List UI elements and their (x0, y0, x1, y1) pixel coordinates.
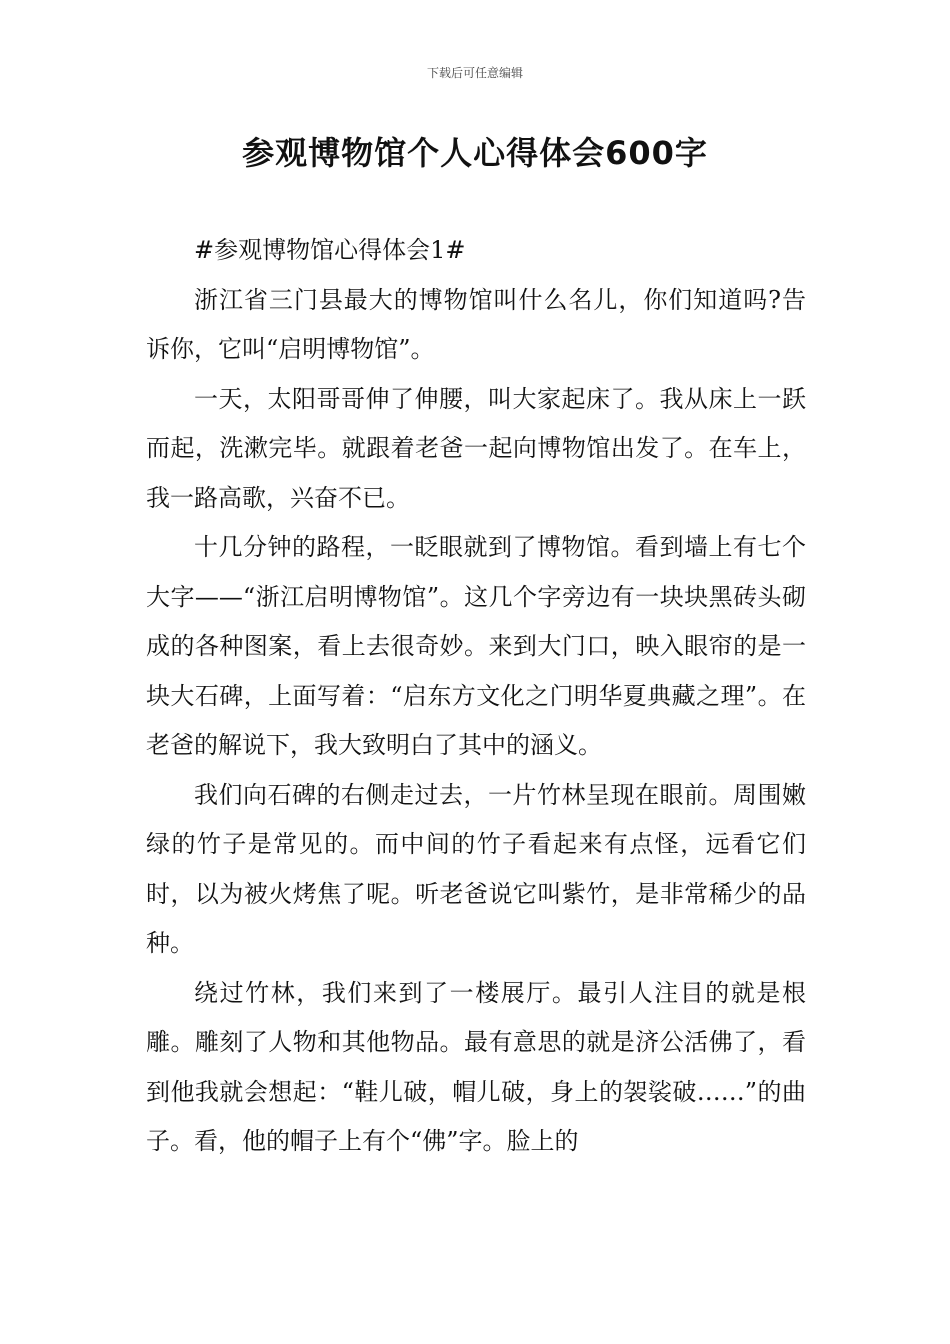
document-body (146, 226, 806, 1167)
body-paragraph-3: 十几分钟的路程，一眨眼就到了博物馆。看到墙上有七个大字——“浙江启明博物馆”。这几个字旁边有一块块黑砖头砌成的各种图案，看上去很奇妙。来到大门口，映入眼帘的是一块大石碑，上面写着：“启东方文化之门明华夏典藏之理”。在老爸的解说下，我大致明白了其中的涵义。 (146, 533, 806, 759)
body-paragraph-2: 一天，太阳哥哥伸了伸腰，叫大家起床了。我从床上一跃而起，洗漱完毕。就跟着老爸一起向博物馆出发了。在车上，我一路高歌，兴奋不已。 (146, 384, 806, 512)
body-paragraph-5: 绕过竹林，我们来到了一楼展厅。最引人注目的就是根雕。雕刻了人物和其他物品。最有意思的就是济公活佛了，看到他我就会想起：“鞋儿破，帽儿破，身上的袈裟破……”的曲子。看，他的帽子上有个“佛”字。脸上的 (146, 978, 806, 1155)
body-paragraph-4: 我们向石碑的右侧走过去，一片竹林呈现在眼前。周围嫩绿的竹子是常见的。而中间的竹子看起来有点怪，远看它们时，以为被火烤焦了呢。听老爸说它叫紫竹，是非常稀少的品种。 (146, 780, 806, 957)
document-title: 参观博物馆个人心得体会600字 (242, 134, 708, 172)
body-paragraph-1: 浙江省三门县最大的博物馆叫什么名儿，你们知道吗?告诉你，它叫“启明博物馆”。 (146, 285, 806, 363)
page-header-note: 下载后可任意编辑 (426, 66, 523, 80)
section-heading: #参观博物馆心得体会1# (194, 236, 466, 264)
